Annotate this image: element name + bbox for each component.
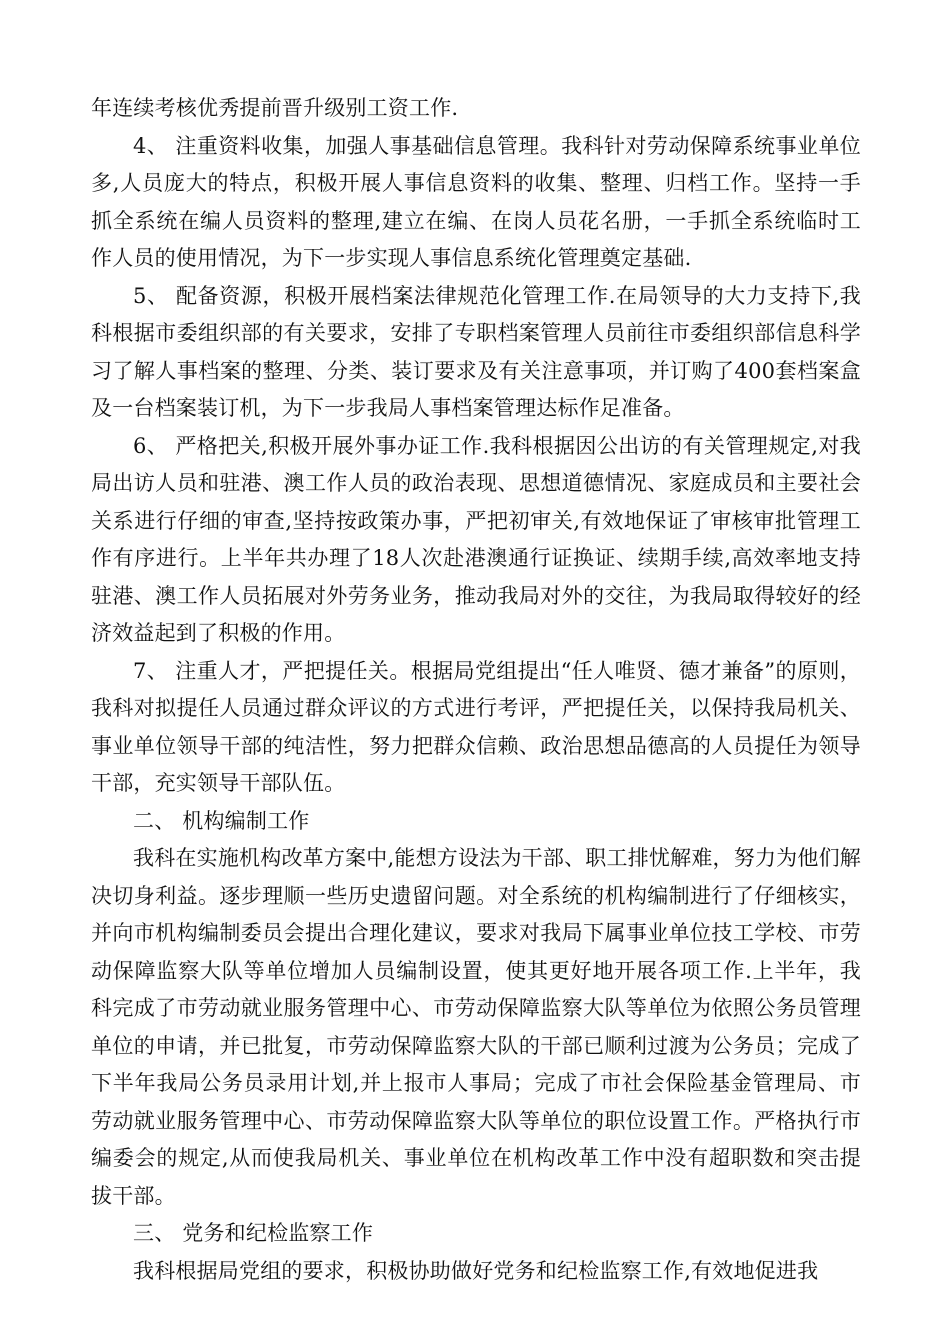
paragraph-continuation: 年连续考核优秀提前晋升级别工资工作. xyxy=(91,96,459,120)
paragraph-item-7: 7、 注重人才，严把提任关。根据局党组提出“任人唯贤、德才兼备”的原则，我科对拟提任人员通过群众评议的方式进行考评，严把提任关，以保持我局机关、事业单位领导干部的纯洁性，努力把群众信赖、政治思想品德高的人员提任为领导干部，充实领导干部队伍。 xyxy=(91,658,861,795)
paragraph-item-4: 4、 注重资料收集，加强人事基础信息管理。我科针对劳动保障系统事业单位多,人员庞大的特点，积极开展人事信息资料的收集、整理、归档工作。坚持一手抓全系统在编人员资料的整理,建立在编、在岗人员花名册，一手抓全系统临时工作人员的使用情况，为下一步实现人事信息系统化管理奠定基础. xyxy=(91,133,861,270)
paragraph-section-2-body: 我科在实施机构改革方案中,能想方设法为干部、职工排忧解难，努力为他们解决切身利益。逐步理顺一些历史遗留问题。对全系统的机构编制进行了仔细核实，并向市机构编制委员会提出合理化建议，要求对我局下属事业单位技工学校、市劳动保障监察大队等单位增加人员编制设置，使其更好地开展各项工作.上半年，我科完成了市劳动就业服务管理中心、市劳动保障监察大队等单位为依照公务员管理单位的申请，并已批复，市劳动保障监察大队的干部已顺利过渡为公务员；完成了下半年我局公务员录用计划,并上报市人事局；完成了市社会保险基金管理局、市劳动就业服务管理中心、市劳动保障监察大队等单位的职位设置工作。严格执行市编委会的规定,从而使我局机关、事业单位在机构改革工作中没有超职数和突击提拔干部。 xyxy=(91,846,861,1208)
paragraph-section-3-body: 我科根据局党组的要求，积极协助做好党务和纪检监察工作,有效地促进我 xyxy=(133,1258,819,1283)
paragraph-item-6: 6、 严格把关,积极开展外事办证工作.我科根据因公出访的有关管理规定,对我局出访人员和驻港、澳工作人员的政治表现、思想道德情况、家庭成员和主要社会关系进行仔细的审查,坚持按政策办事，严把初审关,有效地保证了审核审批管理工作有序进行。上半年共办理了18人次赴港澳通行证换证、续期手续,高效率地支持驻港、澳工作人员拓展对外劳务业务，推动我局对外的交往，为我局取得较好的经济效益起到了积极的作用。 xyxy=(91,433,861,645)
document-page xyxy=(91,90,861,1290)
paragraph-item-5: 5、 配备资源，积极开展档案法律规范化管理工作.在局领导的大力支持下,我科根据市委组织部的有关要求，安排了专职档案管理人员前往市委组织部信息科学习了解人事档案的整理、分类、装订要求及有关注意事项，并订购了400套档案盒及一台档案装订机，为下一步我局人事档案管理达标作足准备。 xyxy=(91,283,861,420)
section-heading-2: 二、 机构编制工作 xyxy=(133,808,310,833)
section-heading-3: 三、 党务和纪检监察工作 xyxy=(133,1221,374,1245)
